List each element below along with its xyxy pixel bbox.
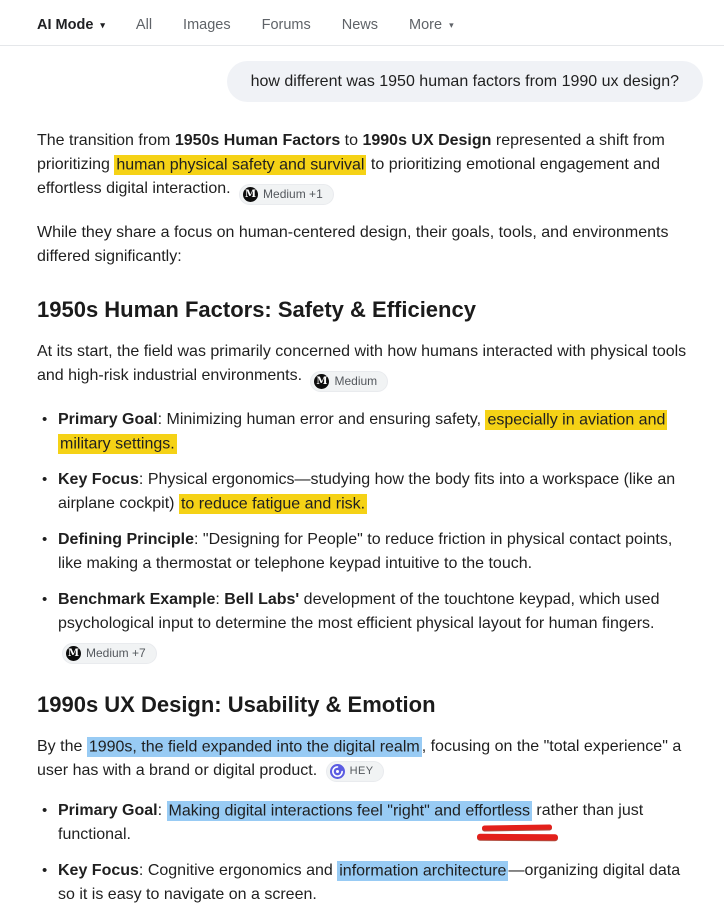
bullet-term: Benchmark Example [58, 591, 216, 608]
text-segment: development of the touchtone keypad, which used psychological input to determine the most efficient physical layout for human fingers. [58, 591, 660, 632]
red-underline-annotation [482, 825, 552, 831]
citation-badge-medium[interactable] [310, 371, 388, 392]
highlighted-text-blue: information architecture [339, 862, 507, 879]
highlighted-text-blue: Making digital interactions feel "right" and effortless [168, 802, 530, 819]
highlighted-text-yellow: especially in aviation and military settings. [60, 411, 666, 452]
bullet-dot: • [42, 471, 48, 488]
tab-more-label: More [409, 16, 443, 33]
citation-badge-medium[interactable] [62, 643, 157, 664]
highlighted-text-yellow: human physical safety and survival [116, 156, 365, 173]
text-segment-bold: 1990s UX Design [362, 132, 492, 149]
search-nav [0, 0, 724, 33]
nav-divider [0, 45, 724, 46]
medium-icon: M [67, 648, 80, 659]
text-segment: The transition from [37, 132, 175, 149]
text-segment: : [157, 802, 167, 819]
bullet-dot: • [42, 862, 48, 879]
tab-all[interactable] [136, 17, 152, 33]
list-item [37, 468, 687, 516]
red-underline-annotation [477, 834, 558, 840]
text-segment-bold: 1950s Human Factors [174, 132, 341, 149]
bullet-dot: • [42, 531, 48, 548]
citation-badge-label: HEY [349, 765, 374, 777]
text-segment: : Cognitive ergonomics and [138, 862, 338, 879]
bullet-dot: • [42, 591, 48, 608]
1990s-intro-paragraph [37, 735, 687, 783]
text-segment: to prioritizing emotional engagement and effortless digital interaction. [37, 156, 660, 197]
medium-icon: M [245, 189, 257, 200]
list-item [37, 588, 687, 664]
tab-ai-mode-label: AI Mode [37, 16, 94, 33]
text-segment-bold: Bell Labs' [224, 591, 300, 608]
bullet-term: Key Focus [58, 862, 139, 879]
tab-ai-mode[interactable] [37, 17, 105, 33]
text-segment: : Minimizing human error and ensuring safety, [157, 411, 486, 428]
ai-answer-area [0, 61, 724, 904]
tab-forums[interactable] [262, 17, 311, 33]
text-segment: : [215, 591, 225, 608]
bullet-term: Primary Goal [58, 802, 158, 819]
hey-icon [330, 764, 345, 779]
tab-images-label: Images [183, 16, 231, 33]
list-item [37, 799, 687, 847]
bullet-term: Primary Goal [58, 411, 158, 428]
highlighted-text-blue: 1990s, the field expanded into the digital realm [88, 738, 420, 755]
citation-badge-label: Medium [334, 374, 378, 388]
overview-paragraph: While they share a focus on human-centered design, their goals, tools, and environments differed significantly: [37, 224, 669, 265]
section-heading-1950s: 1950s Human Factors: Safety & Efficiency [37, 297, 476, 322]
section-heading-1990s: 1990s UX Design: Usability & Emotion [37, 692, 436, 717]
tab-more[interactable] [409, 17, 454, 33]
tab-news-label: News [341, 16, 379, 33]
highlighted-text-yellow: to reduce fatigue and risk. [180, 495, 366, 512]
text-segment: : Physical ergonomics—studying how the body fits into a workspace (like an airplane cockpit) [58, 471, 676, 512]
tab-news[interactable] [342, 17, 378, 33]
1950s-intro-paragraph [37, 340, 687, 392]
1990s-bullet-list [37, 799, 687, 904]
text-segment: to [340, 132, 363, 149]
text-segment: represented a shift from prioritizing [37, 132, 665, 173]
1950s-bullet-list [37, 408, 687, 664]
tab-images[interactable] [183, 17, 231, 33]
text-segment: , focusing on the "total experience" a user has with a brand or digital product. [37, 738, 682, 779]
citation-badge-hey[interactable] [326, 761, 385, 782]
text-segment: —organizing digital data so it is easy to navigate on a screen. [58, 862, 681, 903]
bullet-term: Defining Principle [58, 531, 195, 548]
text-segment: rather than just functional. [58, 802, 644, 843]
intro-paragraph [37, 129, 687, 205]
text-segment: By the [37, 738, 87, 755]
bullet-dot: • [42, 411, 48, 428]
text-segment: : "Designing for People" to reduce friction in physical contact points, like making a thermostat or telephone keypad intuitive to the touch. [58, 531, 673, 572]
list-item [37, 408, 687, 456]
tab-all-label: All [135, 16, 153, 33]
citation-badge-medium[interactable] [239, 184, 334, 205]
bullet-term: Key Focus [58, 471, 139, 488]
text-segment: At its start, the field was primarily concerned with how humans interacted with physical tools and high-risk industrial environments. [37, 343, 687, 384]
medium-icon: M [316, 376, 328, 387]
list-item [37, 528, 687, 576]
list-item [37, 859, 687, 904]
chevron-down-icon: ▾ [100, 20, 105, 30]
citation-badge-label: Medium +7 [86, 646, 146, 660]
bullet-dot: • [42, 802, 48, 819]
citation-badge-label: Medium +1 [263, 187, 323, 201]
query-row [37, 61, 703, 102]
chevron-down-icon: ▾ [449, 20, 454, 30]
tab-forums-label: Forums [261, 16, 311, 33]
user-query-bubble[interactable]: how different was 1950 human factors from 1990 ux design? [227, 61, 703, 102]
